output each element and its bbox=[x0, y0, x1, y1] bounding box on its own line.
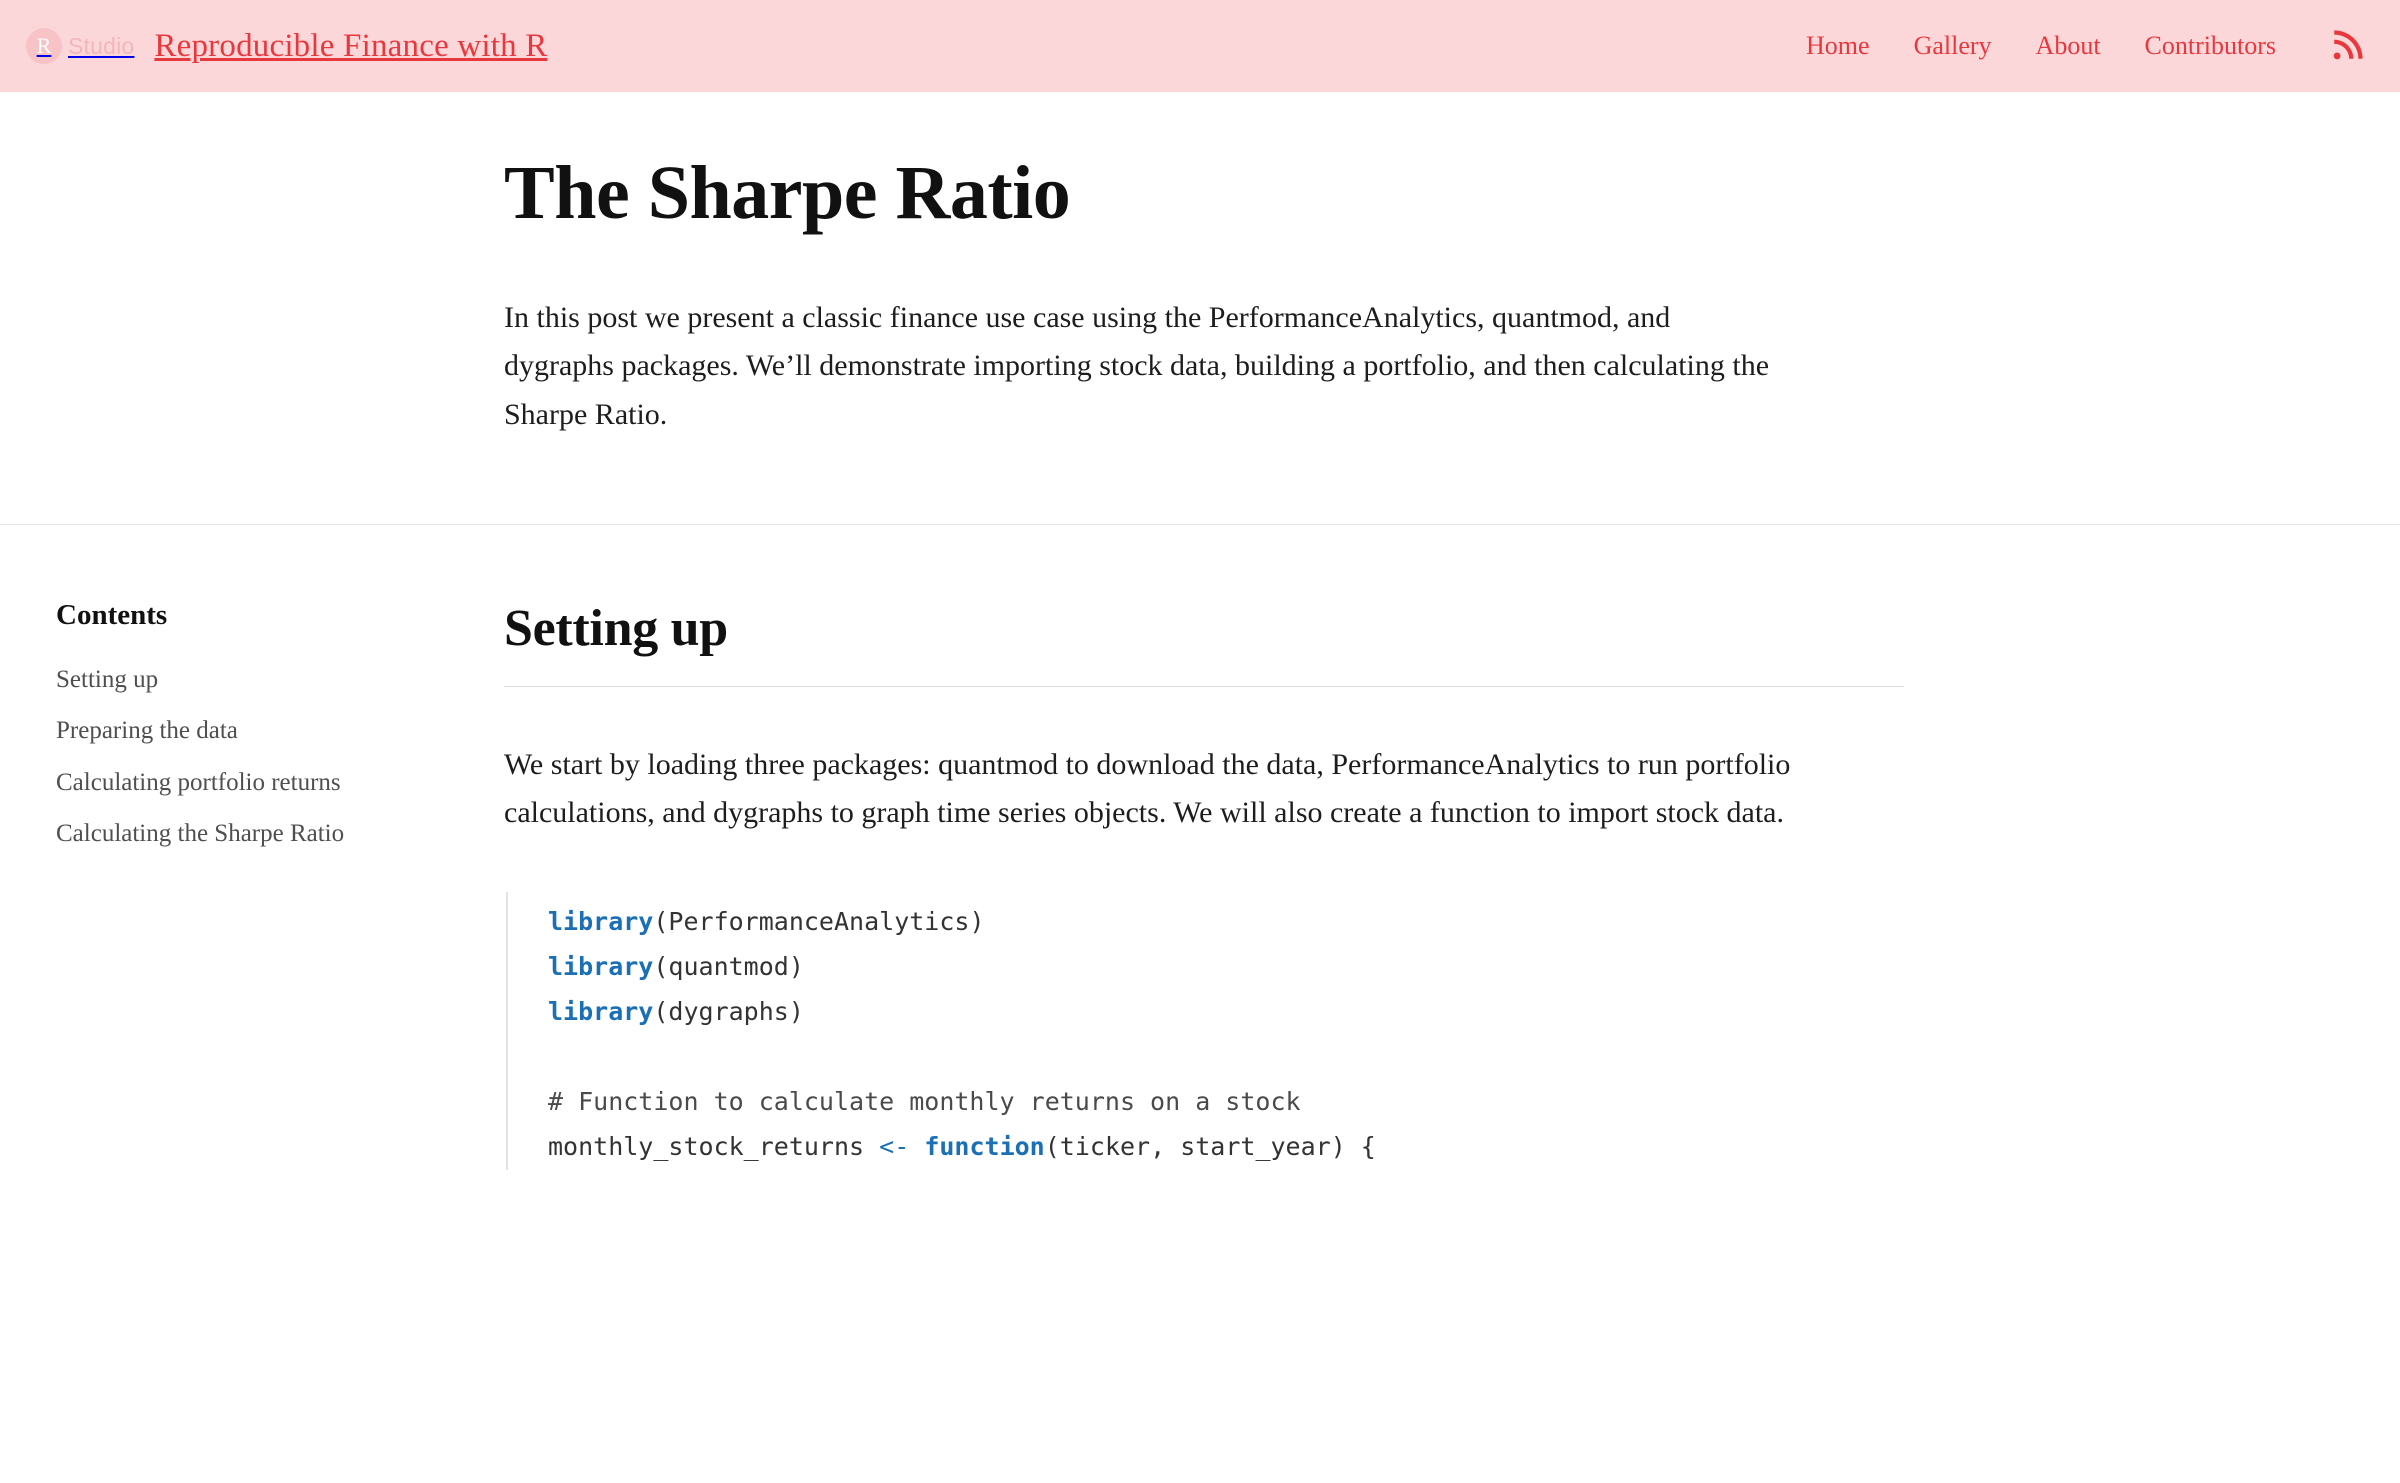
main-content bbox=[504, 599, 1954, 1170]
nav-item-home[interactable]: Home bbox=[1806, 31, 1870, 60]
primary-nav bbox=[1806, 29, 2364, 63]
rstudio-logo[interactable] bbox=[26, 28, 134, 64]
site-title[interactable]: Reproducible Finance with R bbox=[154, 27, 548, 64]
toc-item-preparing-the-data[interactable]: Preparing the data bbox=[56, 717, 238, 745]
site-navbar bbox=[0, 0, 2400, 92]
nav-item-contributors[interactable]: Contributors bbox=[2144, 31, 2276, 60]
code-block bbox=[506, 892, 1794, 1170]
post-hero bbox=[0, 92, 2400, 525]
post-description: In this post we present a classic finance use case using the PerformanceAnalytics, quantmod, and dygraphs packages. We’ll demonstrate importing stock data, building a portfolio, and then calculating the Sharpe Ratio. bbox=[504, 300, 1770, 431]
code-content: library(PerformanceAnalytics) library(quantmod) library(dygraphs) # Function to calculate monthly returns on a stock monthly_stock_returns <- function(ticker, start_year) { bbox=[548, 906, 1376, 1161]
section-divider bbox=[504, 686, 1904, 687]
section-heading: Setting up bbox=[504, 599, 728, 657]
rstudio-ball-icon: R bbox=[26, 28, 62, 64]
page-title: The Sharpe Ratio bbox=[504, 151, 1071, 235]
nav-item-about[interactable]: About bbox=[2035, 31, 2101, 60]
brand-group bbox=[26, 28, 548, 65]
toc-item-calculating-the-sharpe-ratio[interactable]: Calculating the Sharpe Ratio bbox=[56, 820, 345, 848]
table-of-contents bbox=[0, 599, 504, 1170]
rstudio-wordmark: Studio bbox=[68, 32, 135, 59]
toc-title: Contents bbox=[56, 598, 168, 631]
rss-icon[interactable] bbox=[2330, 29, 2364, 63]
section-paragraph: We start by loading three packages: quantmod to download the data, PerformanceAnalytics to run portfolio calculations, and dygraphs to graph time series objects. We will also create a function to import stock data. bbox=[504, 747, 1791, 830]
nav-item-gallery[interactable]: Gallery bbox=[1913, 31, 1992, 60]
toc-item-calculating-portfolio-returns[interactable]: Calculating portfolio returns bbox=[56, 768, 341, 796]
article-body bbox=[0, 525, 2400, 1170]
toc-item-setting-up[interactable]: Setting up bbox=[56, 665, 159, 693]
